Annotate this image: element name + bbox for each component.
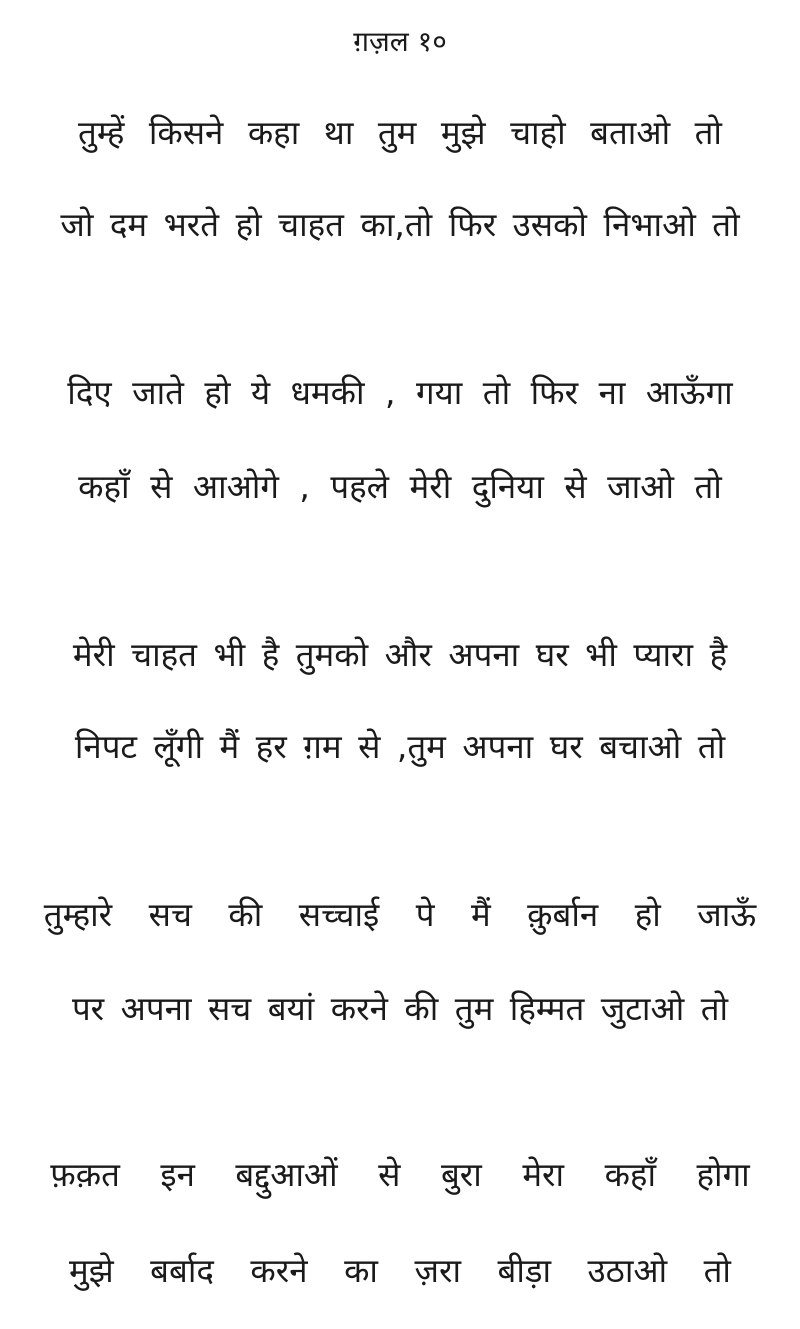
verse-line: तुम्हारे सच की सच्चाई पे मैं क़ुर्बान हो जाऊँ [43,895,757,934]
verse-line: मुझे बर्बाद करने का ज़रा बीड़ा उठाओ तो [69,1251,731,1290]
poem-title: ग़ज़ल १० [353,25,447,58]
verse-line: जो दम भरते हो चाहत का,तो फिर उसको निभाओ तो [60,205,740,244]
verse-line: फ़क़त इन बद्दुआओं से बुरा मेरा कहाँ होगा [50,1155,750,1194]
verse-line: दिए जाते हो ये धमकी , गया तो फिर ना आऊँगा [67,373,733,412]
verse-line: तुम्हें किसने कहा था तुम मुझे चाहो बताओ तो [78,113,722,152]
verse-line: पर अपना सच बयां करने की तुम हिम्मत जुटाओ तो [71,989,729,1028]
verse-line: मेरी चाहत भी है तुमको और अपना घर भी प्यारा है [72,635,728,674]
verse-line: निपट लूँगी मैं हर ग़म से ,तुम अपना घर बचाओ तो [74,727,726,766]
verse-line: कहाँ से आओगे , पहले मेरी दुनिया से जाओ तो [78,467,722,506]
